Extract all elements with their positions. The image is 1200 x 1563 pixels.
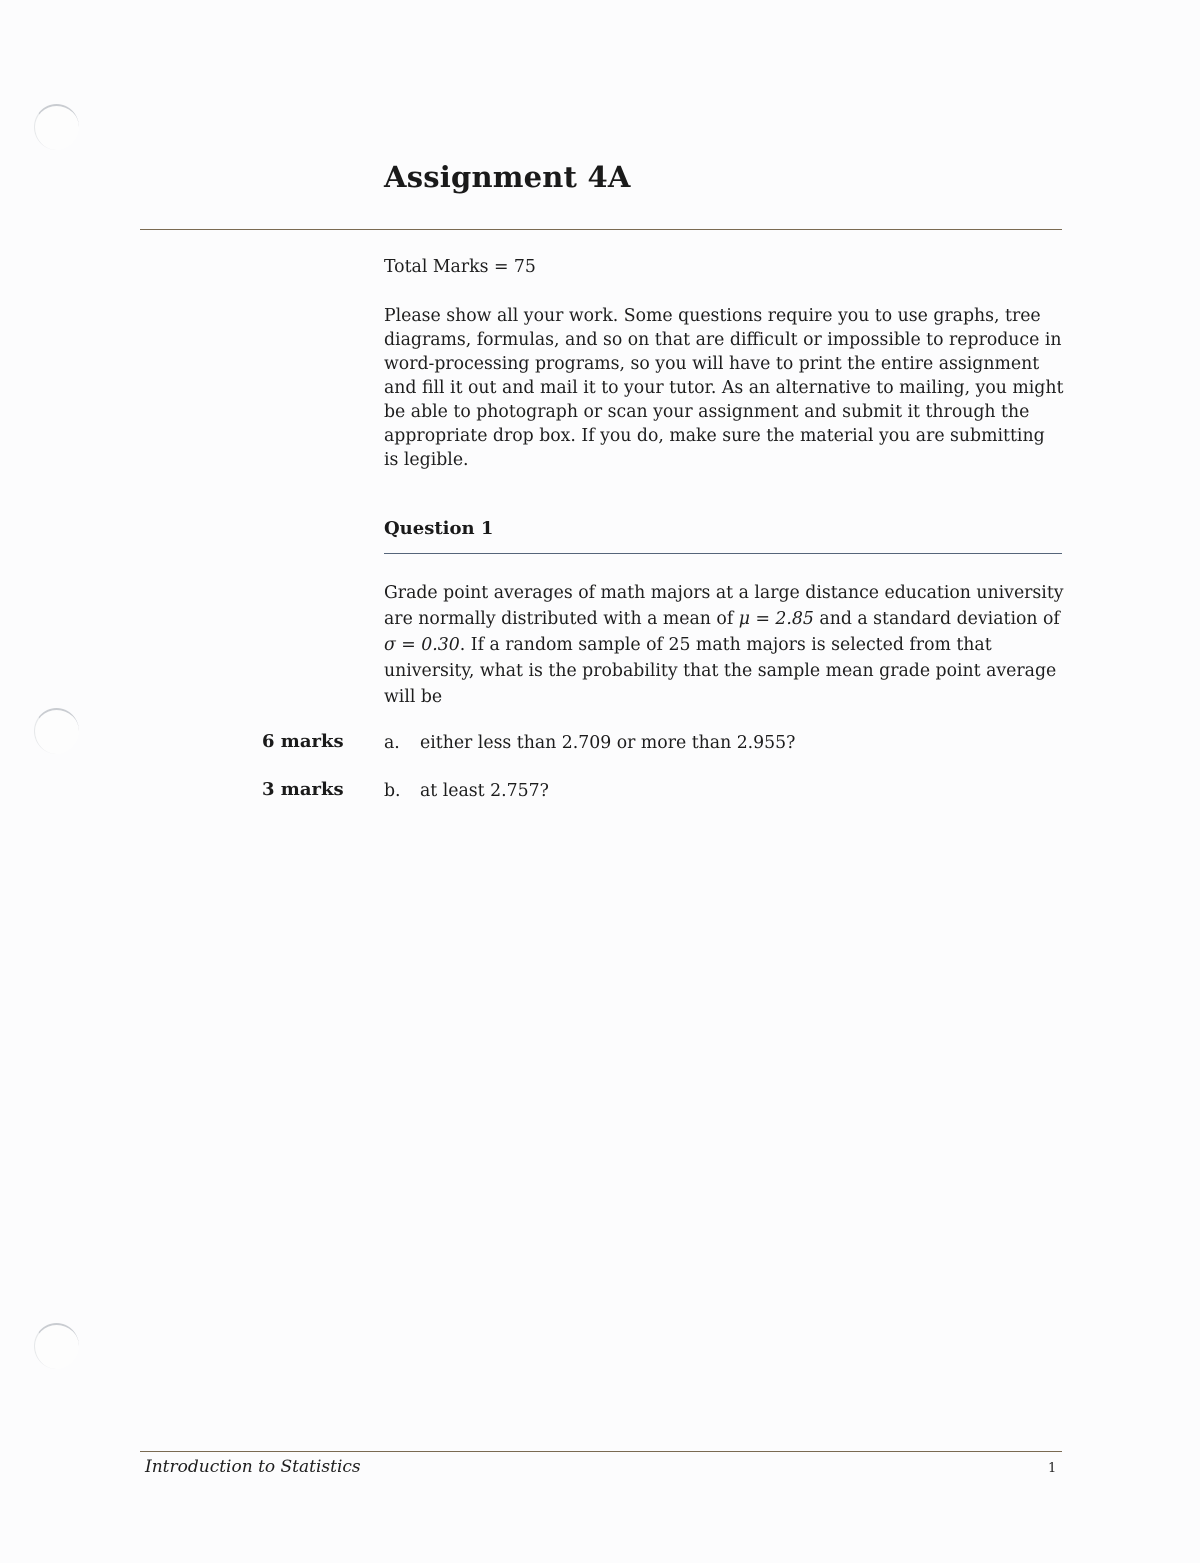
item-text: either less than 2.709 or more than 2.955? (420, 733, 796, 753)
instructions-paragraph: Please show all your work. Some questions require you to use graphs, tree diagrams, formulas, and so on that are difficult or impossible to reproduce in word-processing programs, so you will have to print the entire assignment and fill it out and mail it to your tutor. As an alternative to mailing, you might be able to photograph or scan your assignment and submit it through the appropriate drop box. If you do, make sure the material you are submitting is legible. (384, 306, 1064, 470)
total-marks: Total Marks = 75 (384, 257, 536, 277)
question-text-part: Grade point averages of math majors at a large distance education university are normally distributed with a mean of (384, 583, 1064, 629)
question-divider (384, 553, 1062, 554)
question-heading: Question 1 (384, 518, 494, 539)
item-letter: a. (384, 733, 400, 753)
binder-hole (34, 104, 79, 150)
mean-expression: μ = 2.85 (738, 609, 814, 629)
footer-course-title: Introduction to Statistics (145, 1457, 361, 1477)
item-text: at least 2.757? (420, 781, 549, 801)
binder-hole (34, 708, 79, 754)
marks-label: 3 marks (262, 779, 344, 800)
footer-divider (140, 1451, 1062, 1452)
binder-hole (34, 1323, 79, 1369)
item-letter: b. (384, 781, 401, 801)
marks-label: 6 marks (262, 731, 344, 752)
question-text-part: . If a random sample of 25 math majors is selected from that university, what is the probability that the sample mean grade point average will be (384, 635, 1057, 707)
title-divider (140, 229, 1062, 230)
question-text-part: and a standard deviation of (813, 609, 1060, 629)
page-number: 1 (1048, 1461, 1057, 1476)
page-title: Assignment 4A (384, 160, 631, 194)
std-dev-expression: σ = 0.30 (384, 635, 460, 655)
question-body (384, 580, 1064, 710)
